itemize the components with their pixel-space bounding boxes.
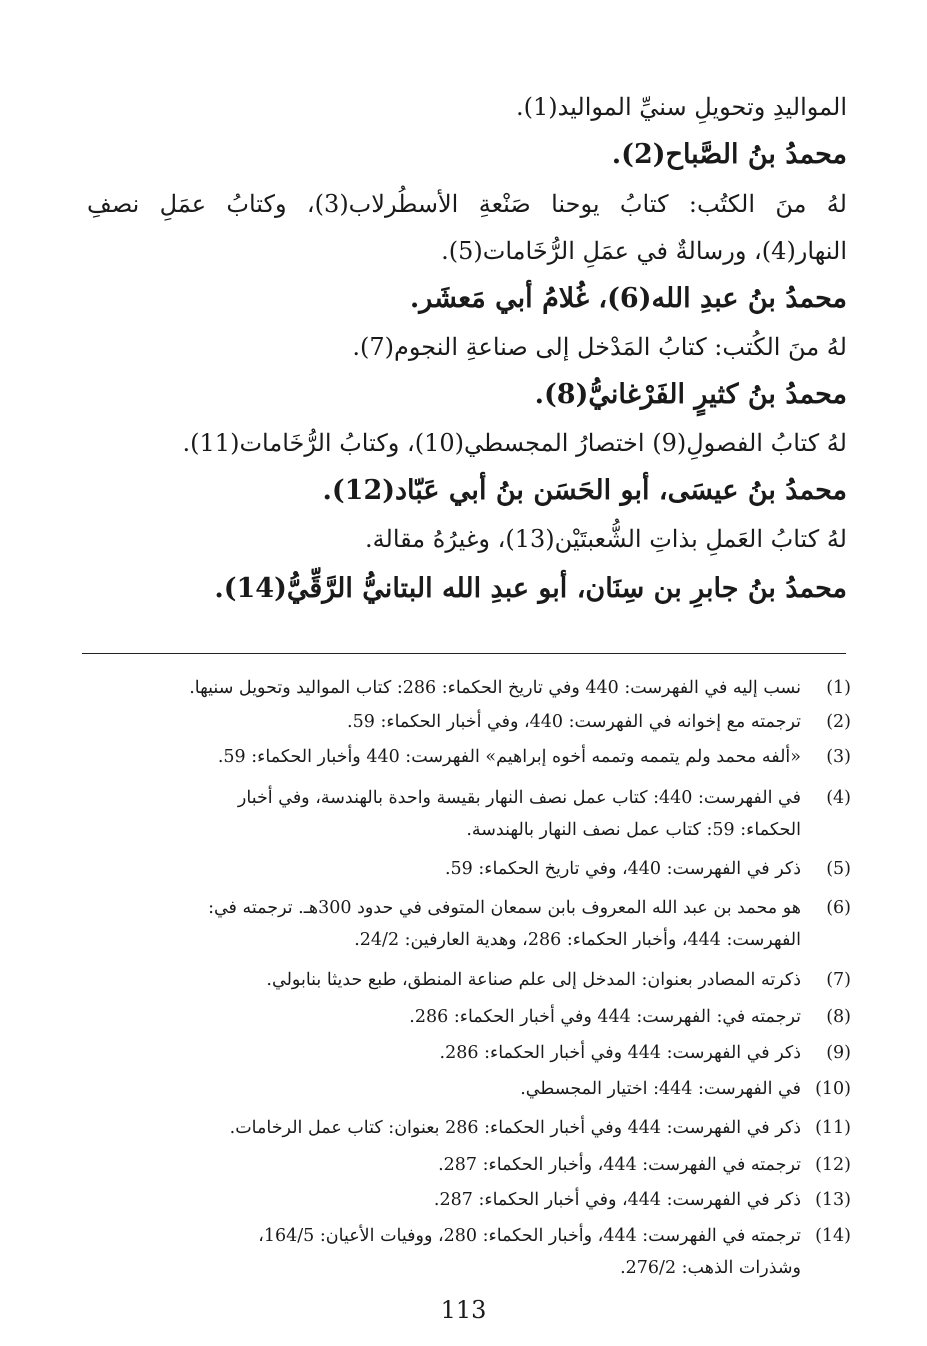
footnote-separator [82, 653, 846, 654]
footnote-11 [81, 1116, 851, 1140]
footnote-text-continued: الفهرست: 444، وأخبار الحكماء: 286، وهدية العارفين: 24/2. [354, 930, 801, 950]
body-line-1: المواليدِ وتحويلِ سنيِّ المواليد(1). [515, 93, 847, 121]
body-line-3: لهُ منَ الكتُب: كتابُ يوحنا صَنْعةِ الأسطُرلاب(3)، وكتابُ عمَلِ نصفِ [87, 190, 847, 218]
body-line-8: لهُ كتابُ الفصولِ(9) اختصارُ المجسطي(10)، وكتابُ الرُّخَامات(11). [182, 429, 847, 457]
footnote-5 [81, 857, 851, 881]
footnote-1 [81, 676, 851, 700]
footnote-text: في الفهرست: 440: كتاب عمل نصف النهار بقيسة واحدة بالهندسة، وفي أخبار [237, 788, 801, 808]
entry-heading-ibn-al-sabbah: محمدُ بنُ الصَّباح(2). [611, 139, 847, 170]
footnote-number: (7) [826, 970, 851, 990]
footnote-10 [81, 1077, 851, 1101]
footnote-6 [81, 896, 851, 952]
footnote-number: (12) [815, 1155, 851, 1175]
entry-heading-al-battani: محمدُ بنُ جابرِ بن سِنَان، أبو عبدِ الله البتانيُّ الرَّقِّيُّ(14). [214, 573, 847, 604]
footnote-4 [81, 786, 851, 842]
footnote-number: (2) [826, 712, 851, 732]
footnote-number: (8) [826, 1007, 851, 1027]
footnote-text-continued: الحكماء: 59: كتاب عمل نصف النهار بالهندسة. [466, 820, 801, 840]
footnote-text: ترجمته في الفهرست: 444، وأخبار الحكماء: 287. [438, 1155, 801, 1175]
footnote-text: «ألفه محمد ولم يتممه وتممه أخوه إبراهيم» الفهرست: 440 وأخبار الحكماء: 59. [217, 747, 801, 767]
footnote-number: (4) [826, 788, 851, 808]
footnote-3 [81, 745, 851, 769]
footnote-number: (9) [826, 1043, 851, 1063]
footnote-text: ذكر في الفهرست: 444 وفي أخبار الحكماء: 286 بعنوان: كتاب عمل الرخامات. [229, 1118, 801, 1138]
footnote-text: نسب إليه في الفهرست: 440 وفي تاريخ الحكماء: 286: كتاب المواليد وتحويل سنيها. [189, 678, 801, 698]
page-number: 113 [440, 1296, 487, 1324]
footnote-number: (13) [815, 1190, 851, 1210]
footnote-number: (5) [826, 859, 851, 879]
footnote-2 [81, 710, 851, 734]
footnote-number: (14) [815, 1226, 851, 1246]
body-line-4: النهار(4)، ورسالةٌ في عمَلِ الرُّخَامات(5). [441, 237, 847, 265]
footnote-7 [81, 968, 851, 992]
footnote-number: (11) [815, 1118, 851, 1138]
footnote-12 [81, 1153, 851, 1177]
footnote-14 [81, 1224, 851, 1280]
footnote-text: ترجمته مع إخوانه في الفهرست: 440، وفي أخبار الحكماء: 59. [347, 712, 801, 732]
footnote-text: ترجمته في الفهرست: 444، وأخبار الحكماء: 280، ووفيات الأعيان: 164/5، [258, 1226, 801, 1246]
footnote-number: (3) [826, 747, 851, 767]
footnote-text-continued: وشذرات الذهب: 276/2. [620, 1258, 801, 1278]
footnote-text: في الفهرست: 444: اختيار المجسطي. [520, 1079, 801, 1099]
footnote-text: هو محمد بن عبد الله المعروف بابن سمعان المتوفى في حدود 300هـ. ترجمته في: [208, 898, 801, 918]
body-line-6: لهُ منَ الكُتب: كتابُ المَدْخل إلى صناعةِ النجوم(7). [352, 333, 847, 361]
footnote-9 [81, 1041, 851, 1065]
entry-heading-ibn-isa: محمدُ بنُ عيسَى، أبو الحَسَن بنُ أبي عَبّاد(12). [322, 475, 847, 506]
footnote-text: ذكر في الفهرست: 444 وفي أخبار الحكماء: 286. [439, 1043, 801, 1063]
body-line-10: لهُ كتابُ العَملِ بذاتِ الشُّعبتَيْن(13)، وغيرُهُ مقالة. [365, 525, 847, 553]
footnote-text: ذكرته المصادر بعنوان: المدخل إلى علم صناعة المنطق، طبع حديثا بنابولي. [266, 970, 801, 990]
footnote-8 [81, 1005, 851, 1029]
footnote-text: ذكر في الفهرست: 444، وفي أخبار الحكماء: 287. [433, 1190, 801, 1210]
footnote-text: ذكر في الفهرست: 440، وفي تاريخ الحكماء: 59. [444, 859, 801, 879]
footnote-text: ترجمته في: الفهرست: 444 وفي أخبار الحكماء: 286. [409, 1007, 801, 1027]
entry-heading-ibn-abdallah: محمدُ بنُ عبدِ الله(6)، غُلامُ أبي مَعشَر. [409, 283, 847, 314]
footnote-number: (1) [826, 678, 851, 698]
footnote-13 [81, 1188, 851, 1212]
footnote-number: (6) [826, 898, 851, 918]
footnote-number: (10) [815, 1079, 851, 1099]
entry-heading-al-farghani: محمدُ بنُ كثيرٍ الفَرْغانيُّ(8). [534, 379, 847, 410]
